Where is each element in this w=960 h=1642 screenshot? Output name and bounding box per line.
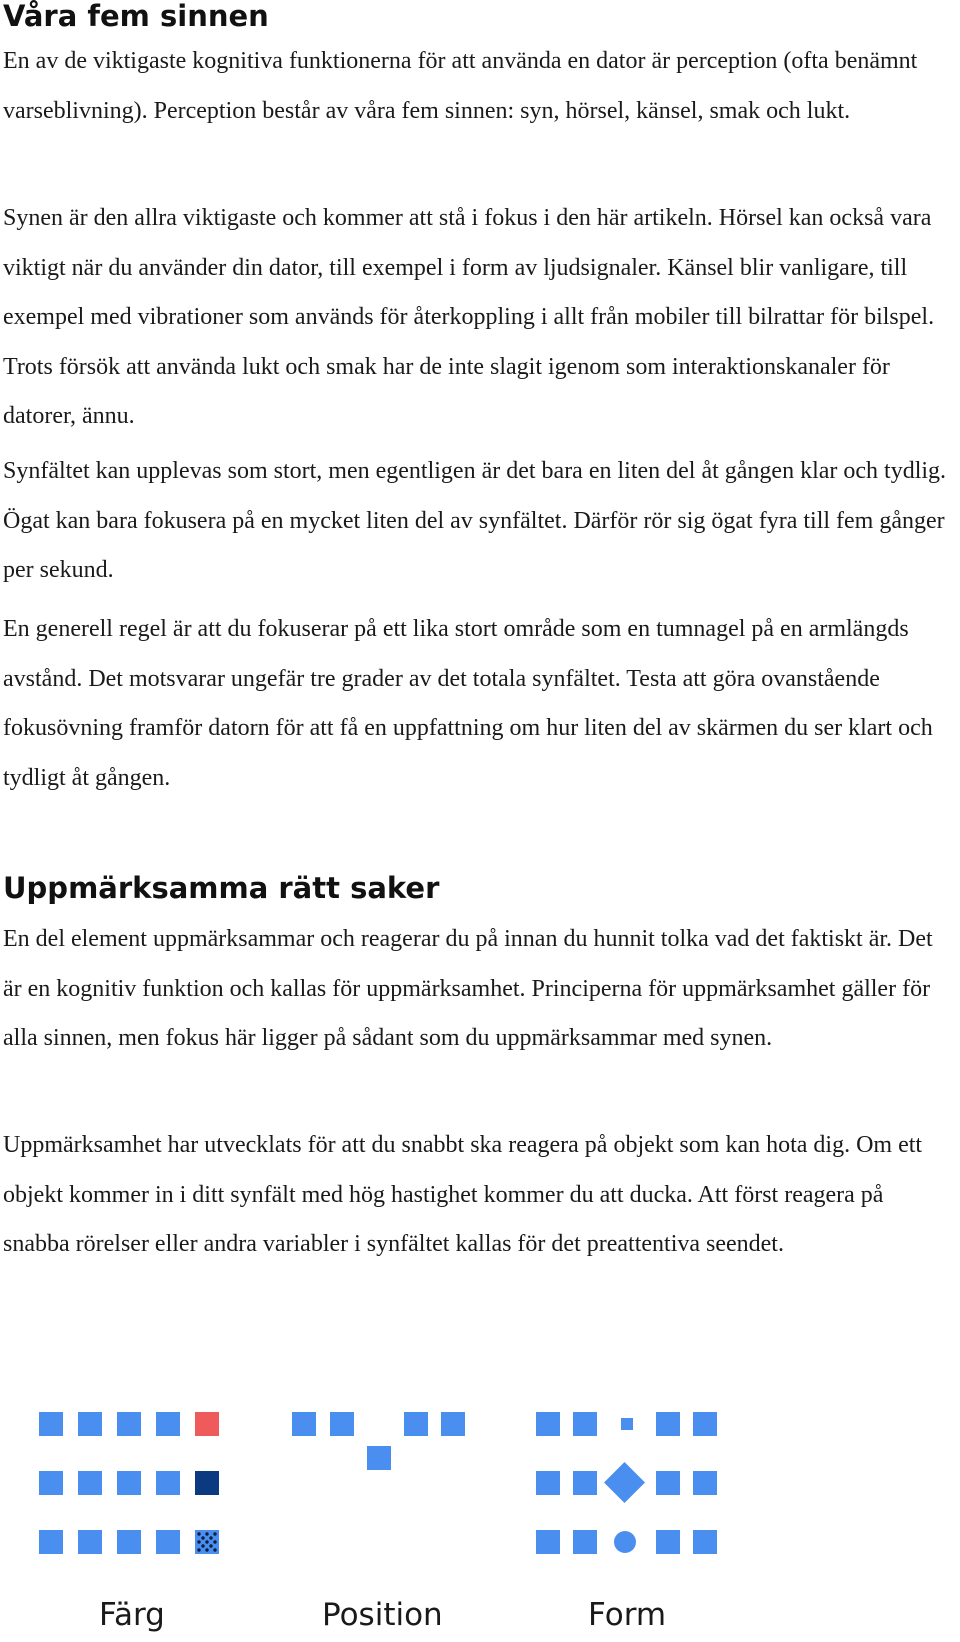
square-icon xyxy=(536,1530,560,1554)
square-icon xyxy=(693,1530,717,1554)
paragraph: En generell regel är att du fokuserar på ett lika stort område som en tumnagel på en armlängds avstånd. Det motsvarar ungefär tre grader av det totala synfältet. Testa att göra ovanstående fokusövning framför datorn för att få en uppfattning om hur liten del av skärmen du ser klart och tydligt åt gången. xyxy=(3,616,933,791)
figure-label-form: Form xyxy=(588,1597,667,1633)
dotted-square-icon xyxy=(195,1530,219,1554)
paragraph: Synen är den allra viktigaste och kommer att stå i fokus i den här artikeln. Hörsel kan också vara viktigt när du använder din dator, till exempel i form av ljudsignaler. Känsel blir vanligare, till exempel med vibrationer som används för återkoppling i allt från mobiler till bilrattar för bilspel. Trots försök att använda lukt och smak har de inte slagit igenom som interaktionskanaler för datorer, ännu. xyxy=(3,205,935,430)
square-icon xyxy=(330,1412,354,1436)
square-icon xyxy=(156,1412,180,1436)
small-square-icon xyxy=(621,1418,633,1430)
square-icon xyxy=(404,1412,428,1436)
red-square-icon xyxy=(195,1412,219,1436)
square-icon xyxy=(693,1412,717,1436)
figure-label-color: Färg xyxy=(99,1597,165,1633)
square-icon xyxy=(78,1471,102,1495)
paragraph: En del element uppmärksammar och reagerar du på innan du hunnit tolka vad det faktiskt är. Det är en kognitiv funktion och kallas för uppmärksamhet. Principerna för uppmärksamhet gäller för alla sinnen, men fokus här ligger på sådant som du uppmärksammar med synen. xyxy=(3,926,933,1052)
square-icon xyxy=(117,1412,141,1436)
square-icon xyxy=(573,1412,597,1436)
paragraph: En av de viktigaste kognitiva funktionerna för att använda en dator är perception (ofta benämnt varseblivning). Perception består av våra fem sinnen: syn, hörsel, känsel, smak och lukt. xyxy=(3,48,918,124)
square-icon xyxy=(156,1471,180,1495)
square-icon xyxy=(656,1471,680,1495)
section-heading-attention: Uppmärksamma rätt saker xyxy=(3,871,440,905)
square-icon xyxy=(656,1530,680,1554)
square-icon xyxy=(656,1412,680,1436)
square-icon xyxy=(441,1412,465,1436)
square-icon xyxy=(292,1412,316,1436)
square-icon xyxy=(536,1471,560,1495)
diamond-icon xyxy=(604,1462,645,1503)
paragraph: Uppmärksamhet har utvecklats för att du snabbt ska reagera på objekt som kan hota dig. Om ett objekt kommer in i ditt synfält med hög hastighet kommer du att ducka. Att först reagera på snabba rörelser eller andra variabler i synfältet kallas för det preattentiva seendet. xyxy=(3,1132,923,1258)
circle-icon xyxy=(614,1531,636,1553)
square-icon xyxy=(117,1471,141,1495)
square-icon xyxy=(536,1412,560,1436)
square-icon xyxy=(573,1530,597,1554)
square-icon xyxy=(156,1530,180,1554)
paragraph: Synfältet kan upplevas som stort, men egentligen är det bara en liten del åt gången klar och tydlig. Ögat kan bara fokusera på en mycket liten del av synfältet. Därför rör sig ögat fyra till fem gånger per sekund. xyxy=(3,458,947,584)
square-icon xyxy=(39,1530,63,1554)
navy-square-icon xyxy=(195,1471,219,1495)
square-icon xyxy=(78,1530,102,1554)
square-icon xyxy=(117,1530,141,1554)
offset-square-icon xyxy=(367,1446,391,1470)
section-heading-senses: Våra fem sinnen xyxy=(3,0,269,33)
figure-label-position: Position xyxy=(322,1597,443,1633)
square-icon xyxy=(78,1412,102,1436)
square-icon xyxy=(693,1471,717,1495)
square-icon xyxy=(39,1471,63,1495)
square-icon xyxy=(573,1471,597,1495)
square-icon xyxy=(39,1412,63,1436)
